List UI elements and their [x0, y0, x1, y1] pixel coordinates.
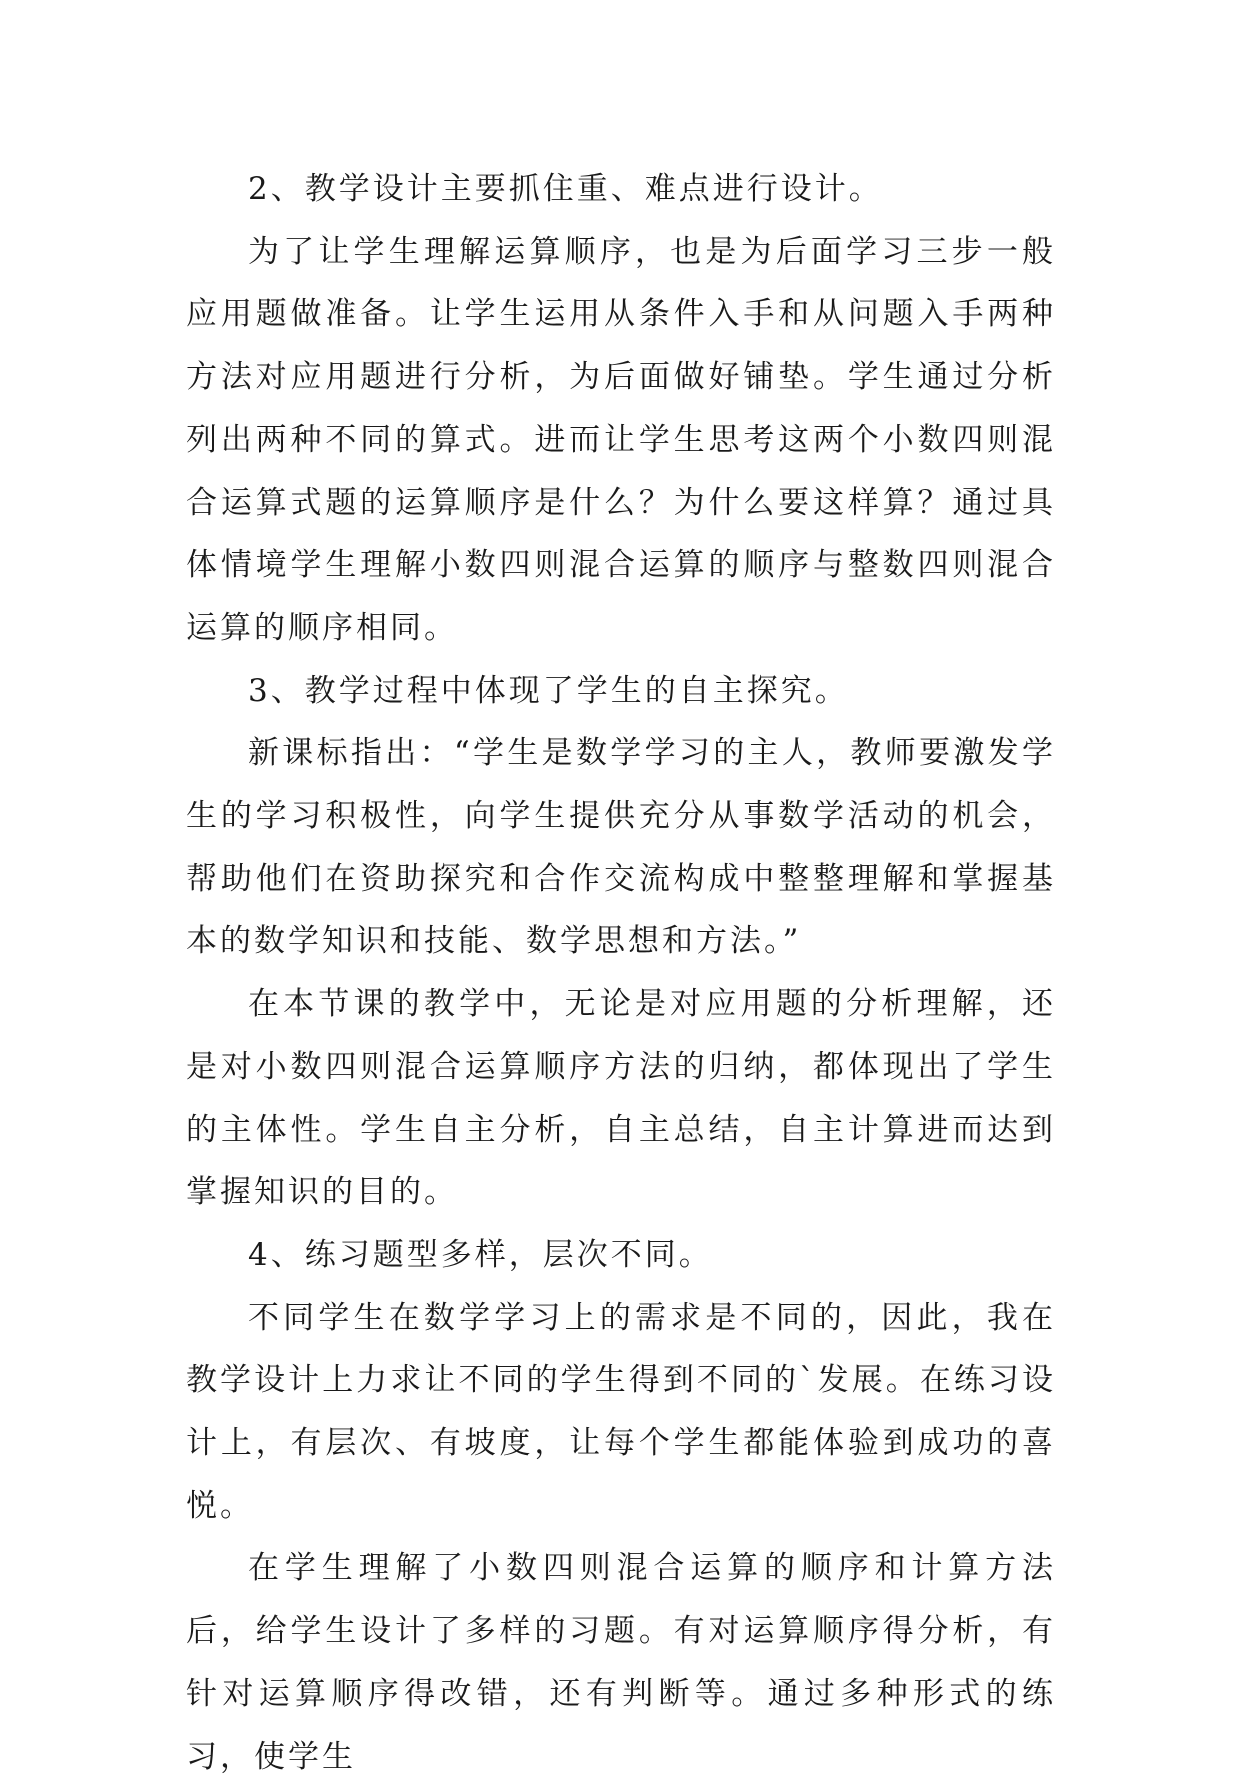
- section-heading-4: 4、练习题型多样，层次不同。: [248, 1236, 713, 1273]
- paragraph-student-subjectivity: 在本节课的教学中，无论是对应用题的分析理解，还是对小数四则混合运算顺序方法的归纳，都体现出了学生的主体性。学生自主分析，自主总结，自主计算进而达到掌握知识的目的。: [186, 986, 1056, 1211]
- paragraph-teaching-design: 为了让学生理解运算顺序，也是为后面学习三步一般应用题做准备。让学生运用从条件入手和从问题入手两种方法对应用题进行分析，为后面做好铺垫。学生通过分析列出两种不同的算式。进而让学生思考这两个小数四则混合运算式题的运算顺序是什么？为什么要这样算？通过具体情境学生理解小数四则混合运算的顺序与整数四则混合运算的顺序相同。: [186, 233, 1056, 646]
- section-heading-3: 3、教学过程中体现了学生的自主探究。: [248, 672, 849, 709]
- paragraph-curriculum-quote: 新课标指出：“学生是数学学习的主人，教师要激发学生的学习积极性，向学生提供充分从事数学活动的机会，帮助他们在资助探究和合作交流构成中整整理解和掌握基本的数学知识和技能、数学思想和方法。”: [186, 735, 1056, 960]
- document-body: [186, 158, 1056, 1788]
- paragraph-exercises: 在学生理解了小数四则混合运算的顺序和计算方法后，给学生设计了多样的习题。有对运算顺序得分析，有针对运算顺序得改错，还有判断等。通过多种形式的练习，使学生: [186, 1550, 1056, 1775]
- paragraph-practice-design: 不同学生在数学学习上的需求是不同的，因此，我在教学设计上力求让不同的学生得到不同的`发展。在练习设计上，有层次、有坡度，让每个学生都能体验到成功的喜悦。: [186, 1299, 1056, 1524]
- section-heading-2: 2、教学设计主要抓住重、难点进行设计。: [248, 171, 883, 207]
